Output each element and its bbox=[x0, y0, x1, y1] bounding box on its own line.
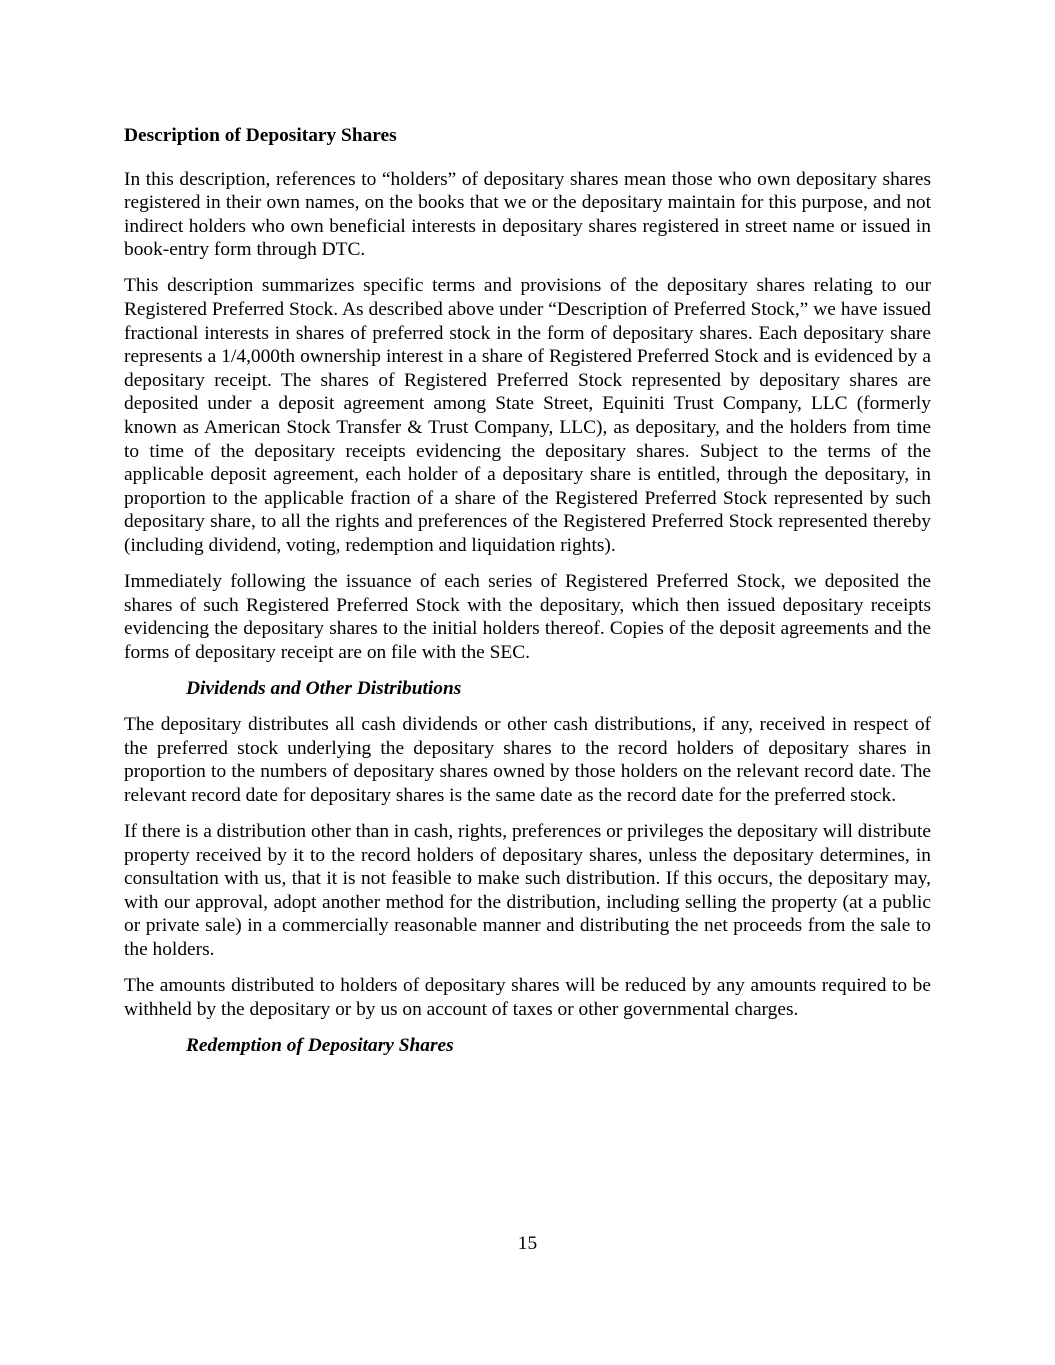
subheading-dividends: Dividends and Other Distributions bbox=[186, 677, 462, 699]
paragraph-cash-distributions: The depositary distributes all cash dividends or other cash distributions, if any, received in respect of the preferred stock underlying the depositary shares to the record holders of depositary shares in proportion to the numbers of depositary shares owned by those holders on the relevant record date. The relevant record date for depositary shares is the same date as the record date for the preferred stock. bbox=[124, 714, 931, 806]
section-heading: Description of Depositary Shares bbox=[124, 125, 397, 146]
paragraph-summary: This description summarizes specific terms and provisions of the depositary shares relating to our Registered Preferred Stock. As described above under “Description of Preferred Stock,” we have issued fractional interests in shares of preferred stock in the form of depositary shares. Each depositary share represents a 1/4,000th ownership interest in a share of Registered Preferred Stock and is evidenced by a depositary receipt. The shares of Registered Preferred Stock represented by depositary shares are deposited under a deposit agreement among State Street, Equiniti Trust Company, LLC (formerly known as American Stock Transfer & Trust Company, LLC), as depositary, and the holders from time to time of the depositary receipts evidencing the depositary shares. Subject to the terms of the applicable deposit agreement, each holder of a depositary share is entitled, through the depositary, in proportion to the applicable fraction of a share of the Registered Preferred Stock represented by such depositary share, to all the rights and preferences of the Registered Preferred Stock represented thereby (including dividend, voting, redemption and liquidation rights). bbox=[124, 275, 931, 556]
paragraph-noncash-distributions: If there is a distribution other than in cash, rights, preferences or privileges the depositary will distribute property received by it to the record holders of depositary shares, unless the depositary determines, in consultation with us, that it is not feasible to make such distribution. If this occurs, the depositary may, with our approval, adopt another method for the distribution, including selling the property (at a public or private sale) in a commercially reasonable manner and distributing the net proceeds from the sale to the holders. bbox=[124, 820, 931, 960]
paragraph-holders-definition: In this description, references to “holders” of depositary shares mean those who own depositary shares registered in their own names, on the books that we or the depositary maintain for this purpose, and not indirect holders who own beneficial interests in depositary shares registered in street name or issued in book-entry form through DTC. bbox=[124, 168, 931, 261]
subheading-redemption: Redemption of Depositary Shares bbox=[186, 1034, 454, 1056]
page-number: 15 bbox=[517, 1233, 538, 1254]
paragraph-withholding: The amounts distributed to holders of depositary shares will be reduced by any amounts required to be withheld by the depositary or by us on account of taxes or other governmental charges. bbox=[124, 975, 931, 1020]
paragraph-issuance: Immediately following the issuance of each series of Registered Preferred Stock, we deposited the shares of such Registered Preferred Stock with the depositary, which then issued depositary receipts evidencing the depositary shares to the initial holders thereof. Copies of the deposit agreements and the forms of depositary receipt are on file with the SEC. bbox=[124, 571, 931, 663]
document-body bbox=[124, 124, 931, 1070]
